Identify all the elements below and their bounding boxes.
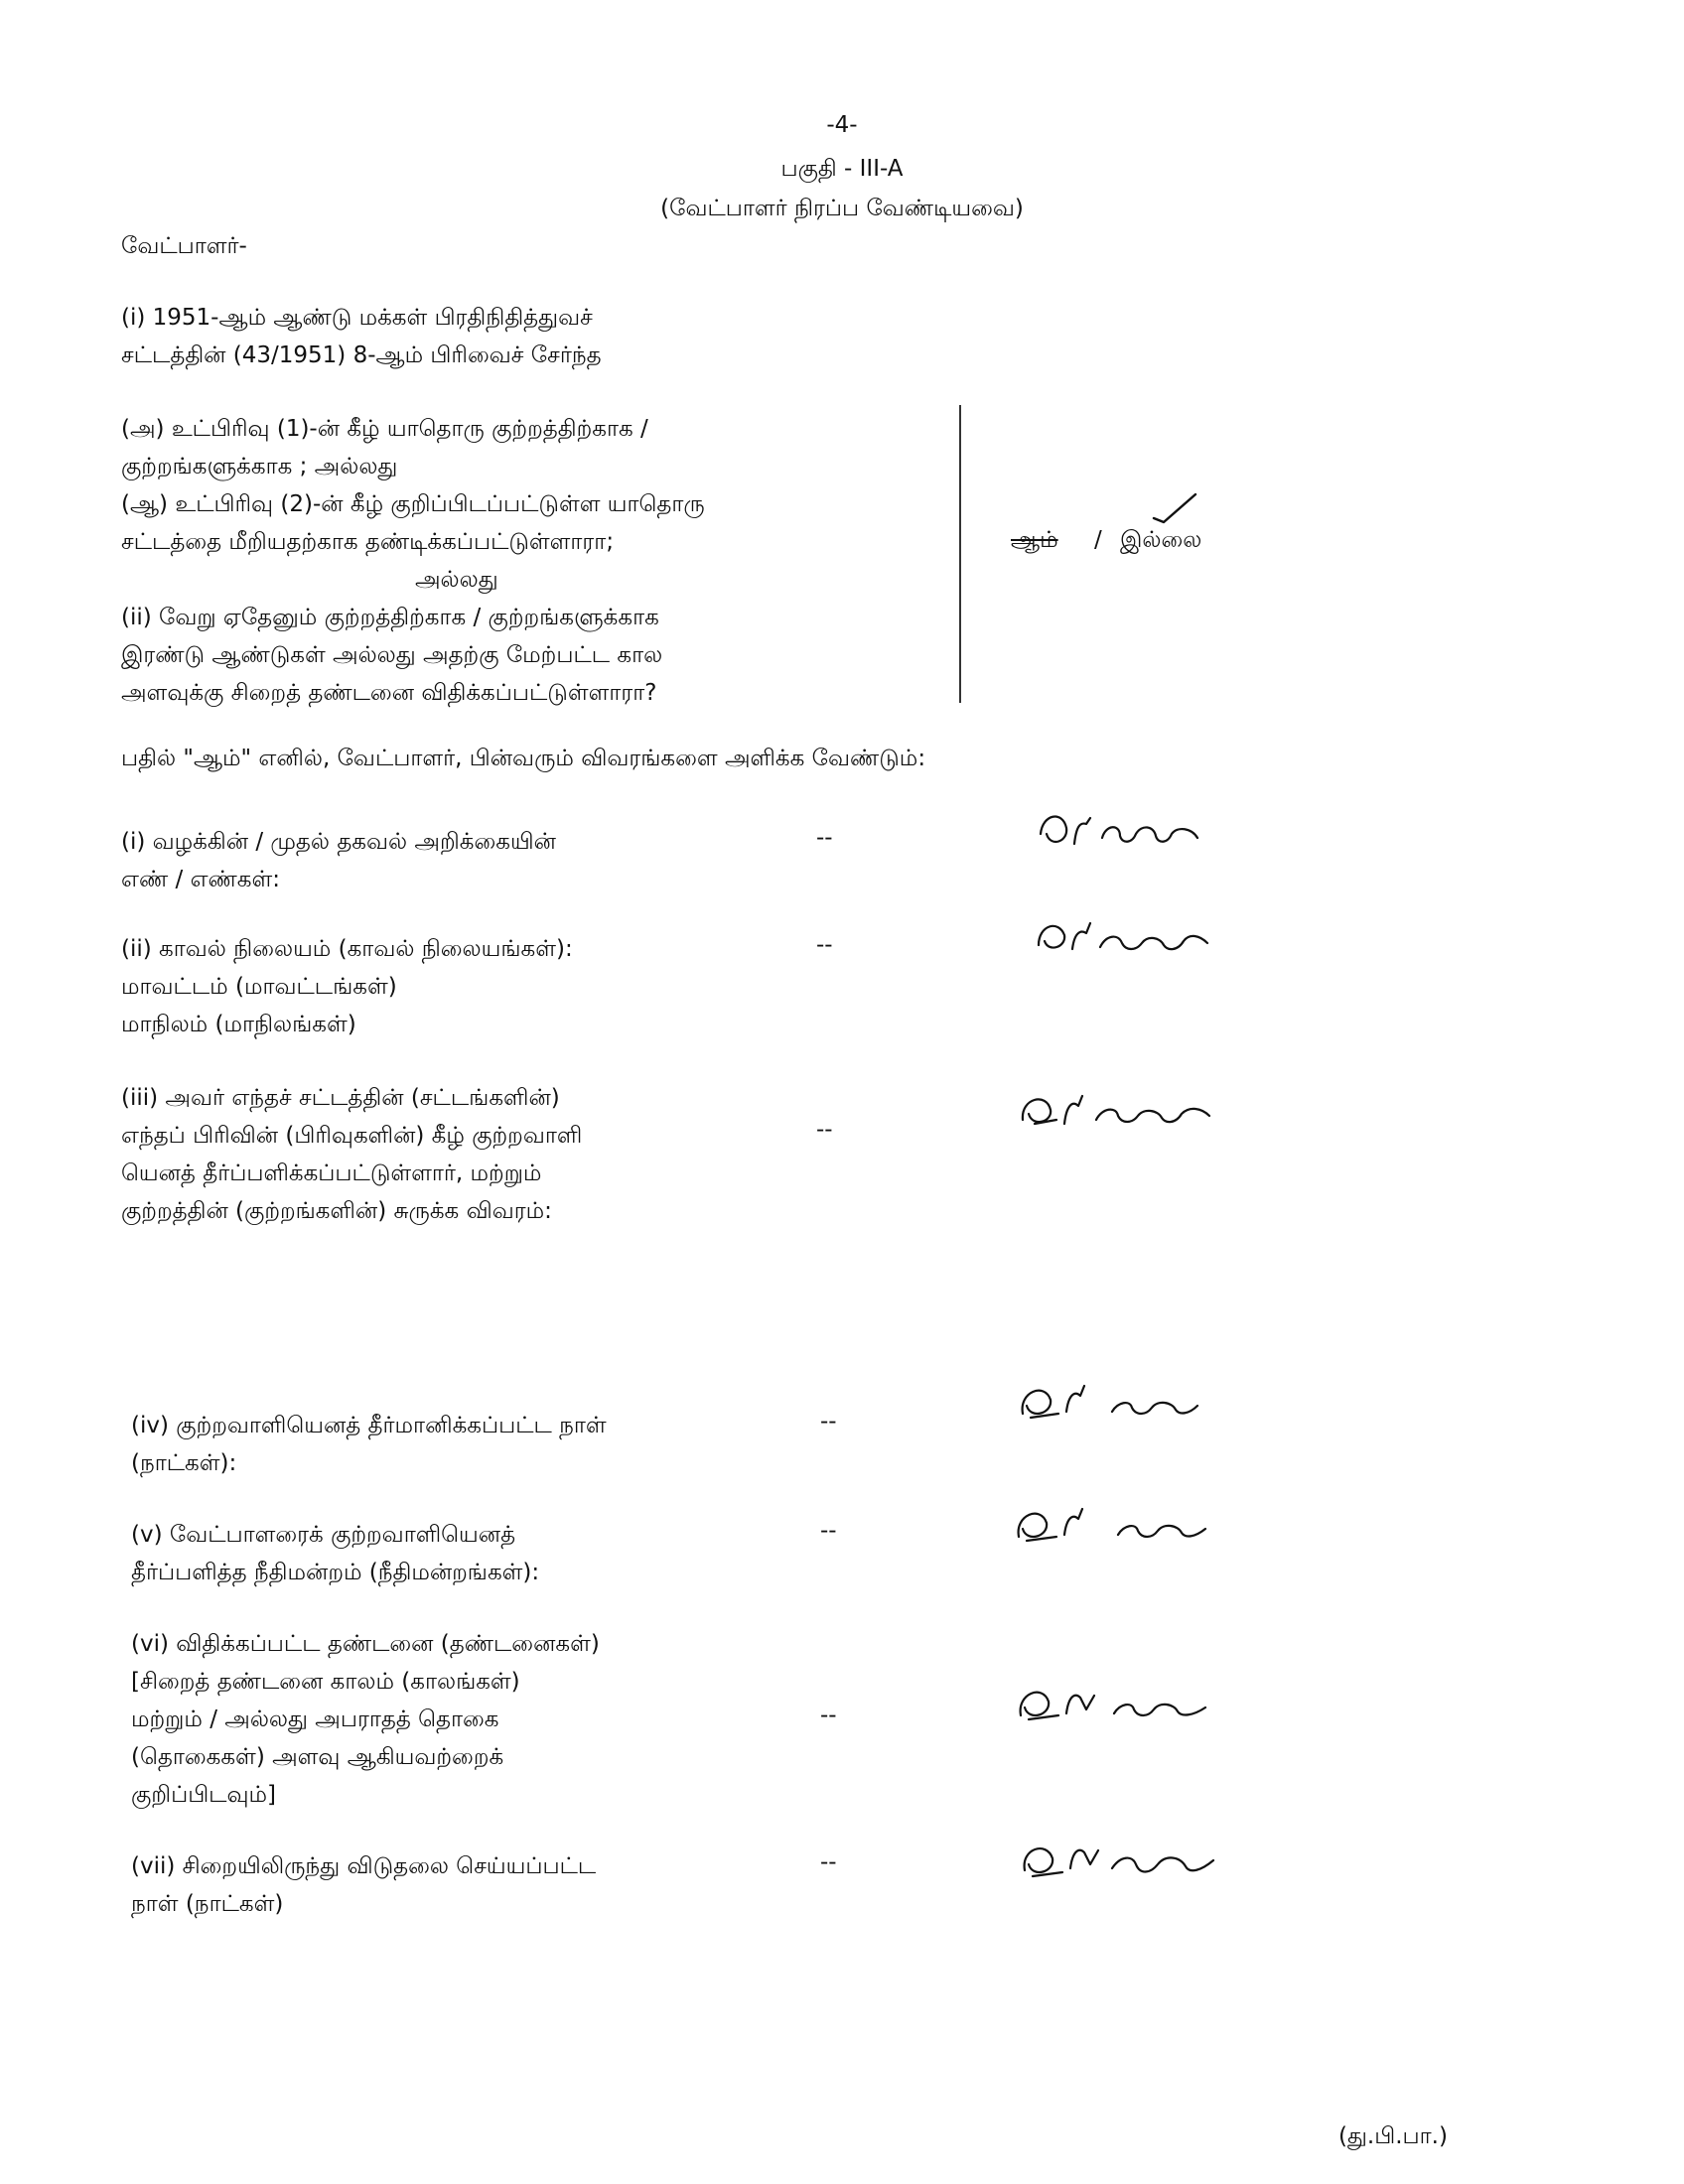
item-v-line2: தீர்ப்பளித்த நீதிமன்றம் (நீதிமன்றங்கள்): <box>131 1560 540 1585</box>
clause-a-line1: (அ) உட்பிரிவு (1)-ன் கீழ் யாதொரு குற்றத்திற்காக / <box>121 416 648 442</box>
footer-note: (து.பி.பா.) <box>1338 2123 1448 2149</box>
clause-aa-line2: சட்டத்தை மீறியதற்காக தண்டிக்கப்பட்டுள்ளாரா; <box>121 529 615 555</box>
answer-separator: / <box>1094 527 1102 553</box>
check-mark-icon <box>1150 486 1199 526</box>
item-v-line1: (v) வேட்பாளரைக் குற்றவாளியெனத் <box>131 1522 516 1548</box>
item-v-dash: -- <box>820 1518 837 1544</box>
item-vi-line1: (vi) விதிக்கப்பட்ட தண்டனை (தண்டனைகள்) <box>131 1631 600 1657</box>
handwritten-answer-vi <box>1011 1676 1229 1735</box>
item-iv-line2: (நாட்கள்): <box>131 1450 237 1476</box>
handwritten-answer-v <box>1009 1497 1227 1557</box>
item-iii-dash: -- <box>816 1117 833 1143</box>
item-vi-line4: (தொகைகள்) அளவு ஆகியவற்றைக் <box>131 1744 504 1770</box>
answer-no: இல்லை <box>1120 527 1202 553</box>
if-yes-instruction: பதில் "ஆம்" எனில், வேட்பாளர், பின்வரும் விவரங்களை அளிக்க வேண்டும்: <box>121 746 926 771</box>
handwritten-answer-vii <box>1013 1833 1231 1892</box>
part-heading: பகுதி - III-A <box>780 156 904 182</box>
section-i-line2: சட்டத்தின் (43/1951) 8-ஆம் பிரிவைச் சேர்ந்த <box>121 342 602 368</box>
item-i-line2: எண் / எண்கள்: <box>121 867 281 892</box>
handwritten-answer-ii <box>1029 911 1217 971</box>
clause-ii-line1: (ii) வேறு ஏதேனும் குற்றத்திற்காக / குற்றங்களுக்காக <box>121 605 659 630</box>
handwritten-answer-i <box>1033 804 1221 864</box>
item-ii-line1: (ii) காவல் நிலையம் (காவல் நிலையங்கள்): <box>121 936 573 962</box>
item-vi-dash: -- <box>820 1703 837 1728</box>
page-number: -4- <box>826 112 858 138</box>
item-vii-dash: -- <box>820 1849 837 1875</box>
item-iii-line2: எந்தப் பிரிவின் (பிரிவுகளின்) கீழ் குற்றவாளி <box>121 1123 583 1149</box>
answer-divider <box>959 405 961 703</box>
answer-yes: ஆம் <box>1011 527 1058 553</box>
item-i-line1: (i) வழக்கின் / முதல் தகவல் அறிக்கையின் <box>121 829 556 855</box>
item-ii-line3: மாநிலம் (மாநிலங்கள்) <box>121 1012 356 1037</box>
section-i-line1: (i) 1951-ஆம் ஆண்டு மக்கள் பிரதிநிதித்துவச் <box>121 305 593 331</box>
clause-aa-line1: (ஆ) உட்பிரிவு (2)-ன் கீழ் குறிப்பிடப்பட்டுள்ள யாதொரு <box>121 491 705 517</box>
clause-a-line2: குற்றங்களுக்காக ; அல்லது <box>121 454 398 479</box>
item-ii-line2: மாவட்டம் (மாவட்டங்கள்) <box>121 974 397 1000</box>
item-iv-line1: (iv) குற்றவாளியெனத் தீர்மானிக்கப்பட்ட நாள் <box>131 1413 607 1438</box>
item-i-dash: -- <box>816 825 833 851</box>
intro-label: வேட்பாளர்- <box>121 233 247 259</box>
item-vii-line2: நாள் (நாட்கள்) <box>131 1891 284 1917</box>
or-label: அல்லது <box>415 567 498 593</box>
item-iii-line4: குற்றத்தின் (குற்றங்களின்) சுருக்க விவரம்: <box>121 1198 552 1224</box>
item-vii-line1: (vii) சிறையிலிருந்து விடுதலை செய்யப்பட்ட <box>131 1853 597 1879</box>
handwritten-answer-iv <box>1013 1374 1221 1433</box>
item-iii-line1: (iii) அவர் எந்தச் சட்டத்தின் (சட்டங்களின்) <box>121 1085 560 1111</box>
item-vi-line2: [சிறைத் தண்டனை காலம் (காலங்கள்) <box>131 1669 520 1695</box>
part-subtitle: (வேட்பாளர் நிரப்ப வேண்டியவை) <box>660 196 1024 221</box>
item-vi-line5: குறிப்பிடவும்] <box>131 1782 276 1808</box>
item-iii-line3: யெனத் தீர்ப்பளிக்கப்பட்டுள்ளார், மற்றும் <box>121 1160 542 1186</box>
item-vi-line3: மற்றும் / அல்லது அபராதத் தொகை <box>131 1706 499 1732</box>
handwritten-answer-iii <box>1013 1084 1221 1144</box>
item-ii-dash: -- <box>816 932 833 958</box>
item-iv-dash: -- <box>820 1409 837 1434</box>
clause-ii-line3: அளவுக்கு சிறைத் தண்டனை விதிக்கப்பட்டுள்ளாரா? <box>121 680 657 706</box>
clause-ii-line2: இரண்டு ஆண்டுகள் அல்லது அதற்கு மேற்பட்ட கால <box>121 642 663 668</box>
